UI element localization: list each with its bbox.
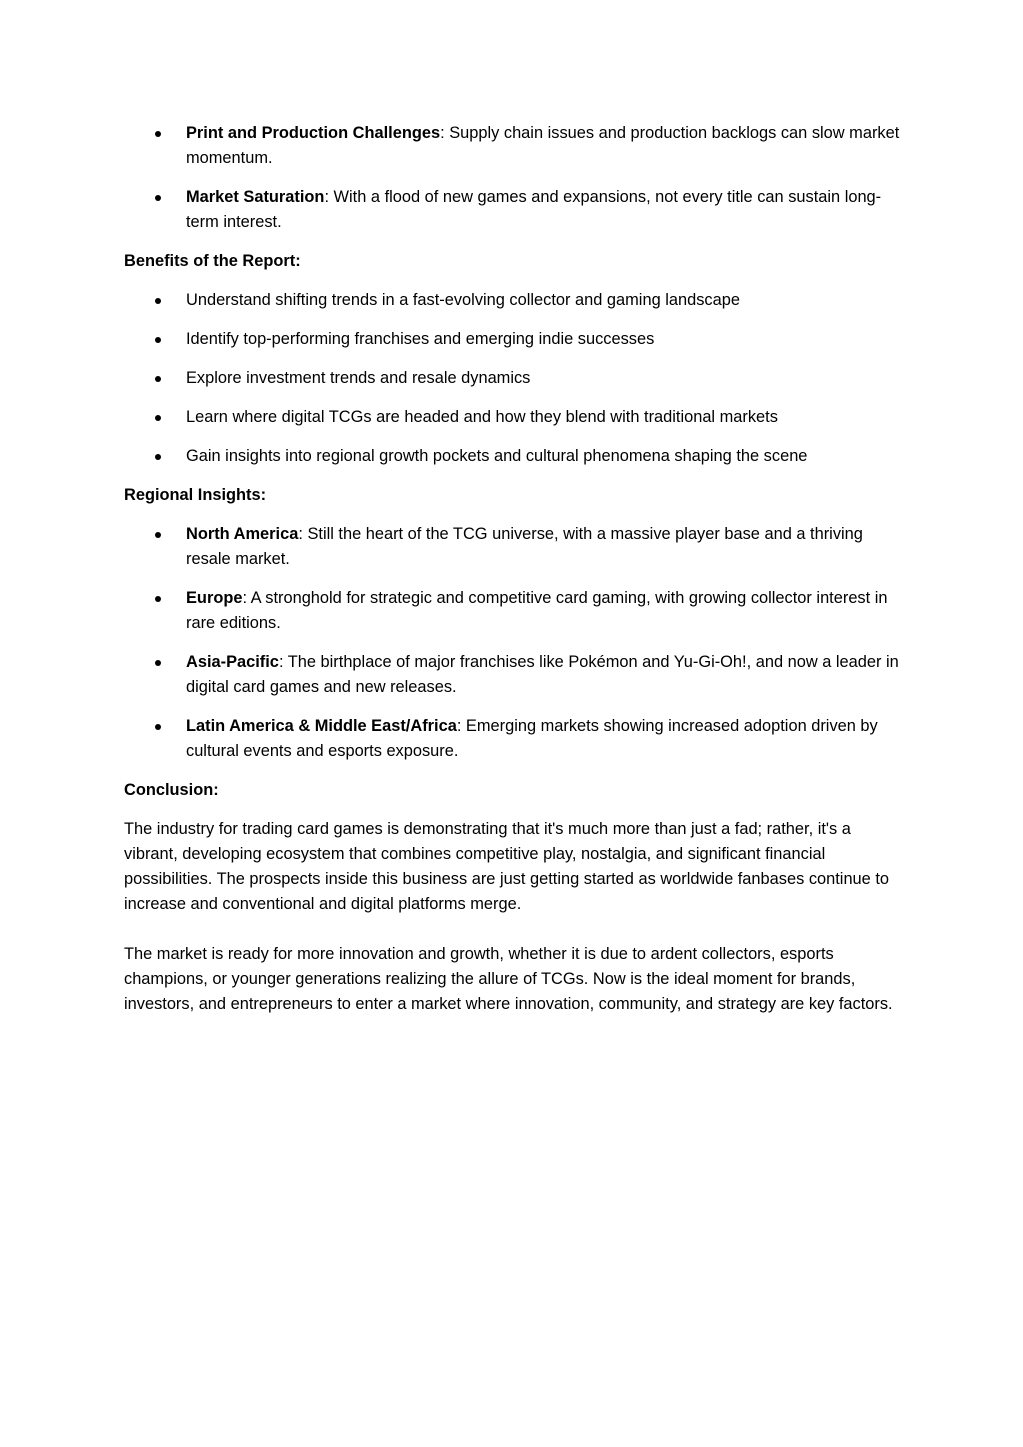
challenges-list [124,121,904,235]
conclusion-heading: Conclusion: [124,781,219,799]
item-text: : Still the heart of the TCG universe, with a massive player base and a thriving resale market. [186,525,863,568]
bullet-icon [155,660,161,666]
item-text: Learn where digital TCGs are headed and how they blend with traditional markets [186,408,778,426]
item-text: : With a flood of new games and expansions, not every title can sustain long-term interest. [186,188,882,231]
item-text: Gain insights into regional growth pockets and cultural phenomena shaping the scene [186,447,808,465]
list-item [124,288,904,313]
item-term: Europe [186,589,243,607]
bullet-icon [155,195,161,201]
bullet-icon [155,376,161,382]
bullet-icon [155,131,161,137]
item-term: Asia-Pacific [186,653,279,671]
list-item [124,121,904,171]
bullet-icon [155,724,161,730]
list-item [124,522,904,572]
item-term: Print and Production Challenges [186,124,441,142]
conclusion-paragraph: The market is ready for more innovation and growth, whether it is due to ardent collectors, esports champions, or younger generations realizing the allure of TCGs. Now is the ideal moment for brands, investors, and entrepreneurs to enter a market where innovation, community, and strategy are key factors. [124,945,893,1013]
bullet-icon [155,454,161,460]
item-term: North America [186,525,299,543]
document-page [124,121,904,1042]
item-term: Market Saturation [186,188,325,206]
list-item [124,444,904,469]
bullet-icon [155,298,161,304]
item-text: : Supply chain issues and production backlogs can slow market momentum. [186,124,900,167]
regional-heading: Regional Insights: [124,486,267,504]
list-item [124,405,904,430]
list-item [124,714,904,764]
item-text: Explore investment trends and resale dynamics [186,369,531,387]
item-text: : Emerging markets showing increased adoption driven by cultural events and esports exposure. [186,717,878,760]
benefits-heading: Benefits of the Report: [124,252,301,270]
bullet-icon [155,532,161,538]
conclusion-paragraph: The industry for trading card games is demonstrating that it's much more than just a fad; rather, it's a vibrant, developing ecosystem that combines competitive play, nostalgia, and significant financial possibilities. The prospects inside this business are just getting started as worldwide fanbases continue to increase and conventional and digital platforms merge. [124,820,890,913]
bullet-icon [155,596,161,602]
item-text: Understand shifting trends in a fast-evolving collector and gaming landscape [186,291,740,309]
list-item [124,327,904,352]
list-item [124,650,904,700]
item-term: Latin America & Middle East/Africa [186,717,457,735]
list-item [124,366,904,391]
item-text: : A stronghold for strategic and competitive card gaming, with growing collector interest in rare editions. [186,589,888,632]
list-item [124,586,904,636]
bullet-icon [155,415,161,421]
regional-list [124,522,904,764]
list-item [124,185,904,235]
benefits-list [124,288,904,469]
item-text: : The birthplace of major franchises like Pokémon and Yu-Gi-Oh!, and now a leader in digital card games and new releases. [186,653,899,696]
item-text: Identify top-performing franchises and emerging indie successes [186,330,655,348]
bullet-icon [155,337,161,343]
